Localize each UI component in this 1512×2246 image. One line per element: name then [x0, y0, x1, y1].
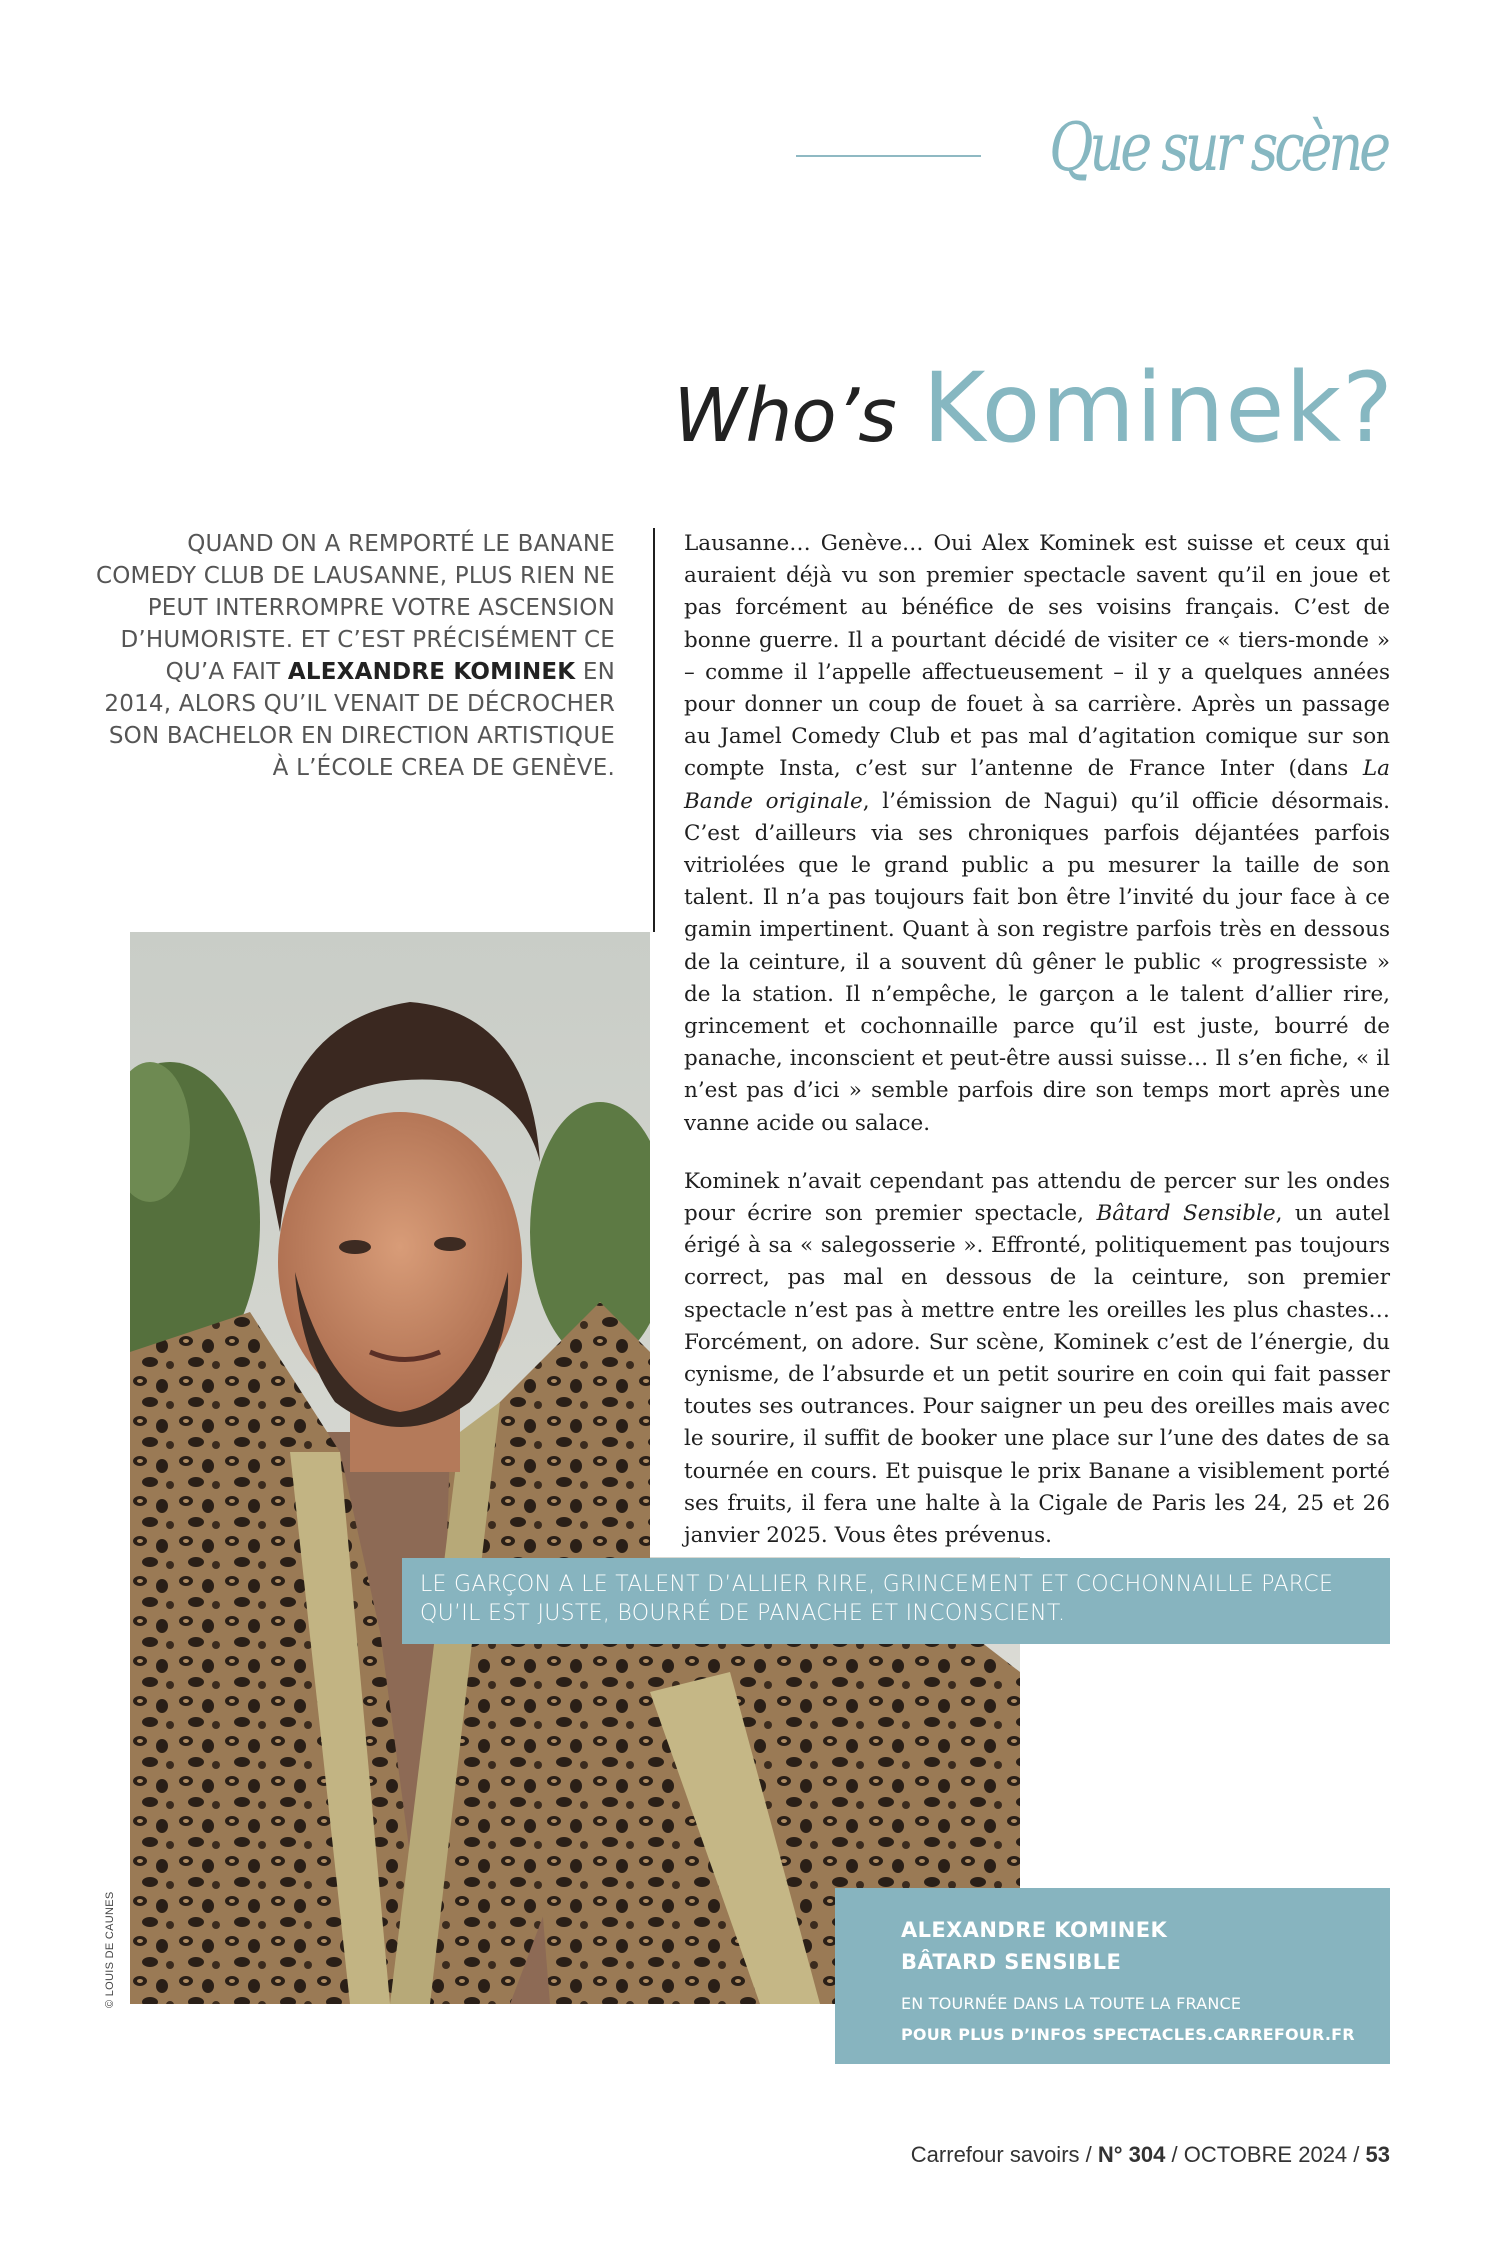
p2-text-a: Kominek n’avait cependant pas attendu de percer sur les ondes pour écrire son premier spectacle,: [684, 1168, 1390, 1227]
info-tour: EN TOURNÉE DANS LA TOUTE LA FRANCE: [901, 1994, 1242, 2013]
body-paragraph-1: [684, 528, 1390, 1140]
photo-credit: © LOUIS DE CAUNES: [104, 1891, 116, 2008]
p2-text-b: , un autel érigé à sa « salegosserie ». Effronté, politiquement pas toujours correct, pas mal en dessous de la ceinture, son premier spectacle n’est pas à mettre entre les oreilles les plus chastes… Forcément, on adore. Sur scène, Kominek c’est de l’énergie, du cynisme, de l’absurde et un petit sourire en coin qui fait passer toutes ses outrances. Pour saigner un peu des oreilles mais avec le sourire, il suffit de booker une place sur l’une des dates de sa tournée en cours. Et puisque le prix Banane a visiblement porté ses fruits, il fera une halte à la Cigale de Paris les 24, 25 et 26 janvier 2025. Vous êtes prévenus.: [684, 1201, 1390, 1549]
intro-name: ALEXANDRE KOMINEK: [287, 659, 576, 685]
section-header: [796, 109, 1387, 186]
intro-standfirst: [95, 528, 615, 784]
folio-magazine: Carrefour savoirs: [910, 2142, 1080, 2167]
body-paragraph-2: [684, 1166, 1390, 1552]
section-rule: [796, 155, 981, 157]
article-body: [684, 528, 1390, 1578]
folio-sep-3: /: [1347, 2142, 1366, 2167]
headline-main: Kominek?: [922, 352, 1394, 464]
p1-text-b: , l’émission de Nagui) qu’il officie désormais. C’est d’ailleurs via ses chroniques parfois déjantées parfois vitriolées que le grand public a pu mesurer la taille de son talent. Il n’a pas toujours fait bon être l’invité du jour face à ce gamin impertinent. Quant à son registre parfois très en dessous de la ceinture, il a souvent dû gêner le public « progressiste » de la station. Il n’empêche, le garçon a le talent d’allier rire, grincement et cochonnaille parce qu’il est juste, bourré de panache, inconscient et peut-être aussi suisse… Il s’en fiche, « il n’est pas d’ici » semble parfois dire son temps mort après une vanne acide ou salace.: [684, 788, 1390, 1136]
show-info-box: [835, 1888, 1390, 2064]
folio-sep-1: /: [1079, 2142, 1098, 2167]
info-link: POUR PLUS D’INFOS SPECTACLES.CARREFOUR.FR: [901, 2025, 1355, 2044]
article-headline: [673, 352, 1394, 464]
info-artist: ALEXANDRE KOMINEK: [901, 1918, 1168, 1942]
p1-title-italic: La Bande originale: [684, 756, 1390, 814]
folio-issue: N° 304: [1097, 2142, 1166, 2167]
intro-after: EN 2014, ALORS QU’IL VENAIT DE DÉCROCHER SON BACHELOR EN DIRECTION ARTISTIQUE À L’ÉCOLE CREA DE GENÈVE.: [104, 659, 615, 781]
intro-before: QUAND ON A REMPORTÉ LE BANANE COMEDY CLUB DE LAUSANNE, PLUS RIEN NE PEUT INTERROMPRE VOTRE ASCENSION D’HUMORISTE. ET C’EST PRÉCISÉMENT CE QU’A FAIT: [95, 531, 615, 685]
pull-quote: LE GARÇON A LE TALENT D’ALLIER RIRE, GRINCEMENT ET COCHONNAILLE PARCE QU’IL EST JUSTE, BOURRÉ DE PANACHE ET INCONSCIENT.: [402, 1558, 1390, 1644]
p2-title-italic: Bâtard Sensible: [1096, 1201, 1276, 1227]
page-folio: [911, 2142, 1390, 2168]
p1-text-a: Lausanne… Genève… Oui Alex Kominek est suisse et ceux qui auraient déjà vu son premier spectacle savent qu’il en joue et pas forcément au bénéfice de ses voisins français. C’est de bonne guerre. Il a pourtant décidé de visiter ce « tiers-monde » – comme il l’appelle affectueusement – il y a quelques années pour donner un coup de fouet à sa carrière. Après un passage au Jamel Comedy Club et pas mal d’agitation comique sur son compte Insta, c’est sur l’antenne de France Inter (dans: [684, 531, 1390, 782]
folio-page: 53: [1365, 2142, 1390, 2167]
headline-prefix: Who’s: [673, 373, 896, 459]
section-label: Que sur scène: [1049, 109, 1387, 186]
info-show-title: BÂTARD SENSIBLE: [901, 1950, 1122, 1974]
folio-date: OCTOBRE 2024: [1183, 2142, 1348, 2167]
folio-sep-2: /: [1165, 2142, 1184, 2167]
